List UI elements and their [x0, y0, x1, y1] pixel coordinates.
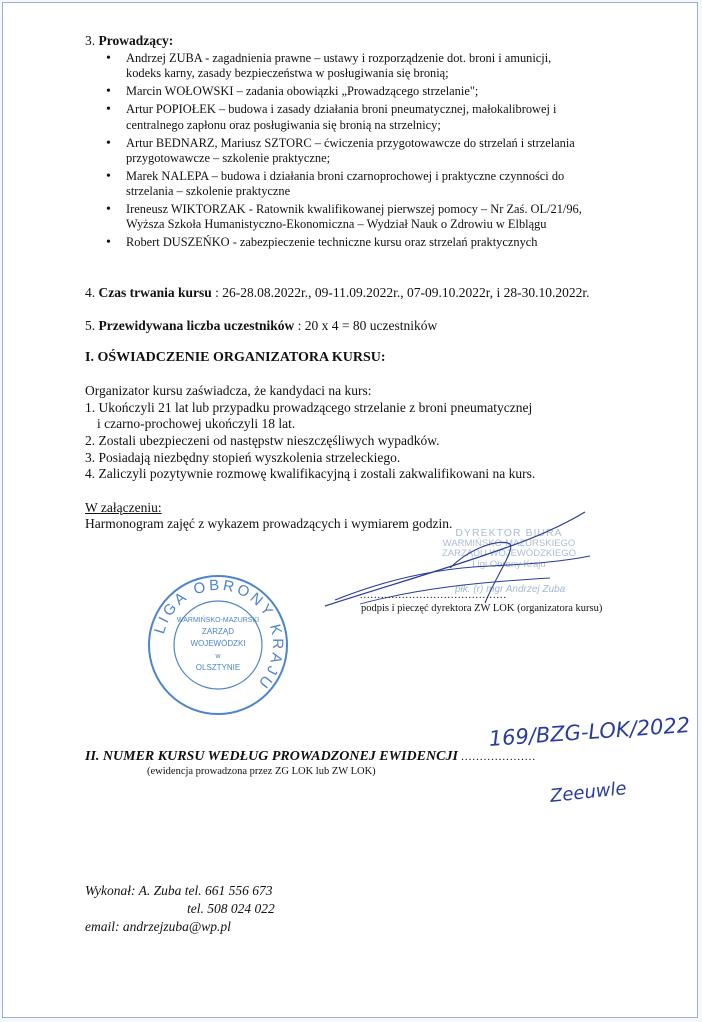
- instructors-list: [100, 51, 660, 253]
- section-3-number: 3.: [85, 33, 96, 48]
- round-stamp: [143, 570, 293, 720]
- attachments-label: W załączeniu:: [85, 500, 162, 515]
- section-4: 4. Czas trwania kursu : 26-28.08.2022r., 09-11.09.2022r., 07-09.10.2022r, i 28-30.10.2022r.: [85, 285, 590, 300]
- declaration-point-1a: 1. Ukończyli 21 lat lub przypadku prowadzącego strzelanie z broni pneumatycznej: [85, 400, 533, 415]
- list-item: • Robert DUSZEŃKO - zabezpieczenie techniczne kursu oraz strzelań praktycznych: [100, 235, 660, 250]
- list-item: • Artur BEDNARZ, Mariusz SZTORC – ćwiczenia przygotowawcze do strzelań i strzelania przygotowawcze – szkolenie praktyczne;: [100, 136, 660, 167]
- course-number-handwritten: 169/BZG-LOK/2022: [488, 712, 691, 751]
- footer-email: email: andrzejzuba@wp.pl: [85, 919, 231, 934]
- signature-dots: ..........................................: [360, 590, 507, 601]
- declaration-intro: Organizator kursu zaświadcza, że kandydaci na kurs:: [85, 383, 372, 398]
- list-item: • Marcin WOŁOWSKI – zadania obowiązki „Prowadzącego strzelanie";: [100, 84, 660, 99]
- footer-author: Wykonał: A. Zuba tel. 661 556 673: [85, 883, 273, 898]
- declaration-point-3: 3. Posiadają niezbędny stopień wyszkolenia strzeleckiego.: [85, 450, 401, 465]
- declaration-point-4: 4. Zaliczyli pozytywnie rozmowę kwalifikacyjną i zostali zakwalifikowani na kurs.: [85, 466, 536, 481]
- svg-text:ZARZĄD: ZARZĄD: [202, 627, 234, 636]
- footer-phone: tel. 508 024 022: [187, 901, 275, 916]
- list-item: • Andrzej ZUBA - zagadnienia prawne – ustawy i rozporządzenie dot. broni i amunicji, kodeks karny, zasady bezpieczeństwa w posługiwania się bronią;: [100, 51, 660, 82]
- declaration-point-1b: i czarno-prochowej ukończyli 18 lat.: [97, 416, 296, 431]
- declaration-heading: I. OŚWIADCZENIE ORGANIZATORA KURSU:: [85, 350, 386, 365]
- course-number-label: II. NUMER KURSU WEDŁUG PROWADZONEJ EWIDENCJI ....................: [85, 749, 537, 764]
- section-4-title: Czas trwania kursu: [98, 285, 212, 300]
- director-stamp: DYREKTOR BIURA WARMIŃSKO-MAZURSKIEGO ZARZĄDU WOJEWÓDZKIEGO Ligi Obrony Kraju: [441, 527, 577, 570]
- signature-caption: podpis i pieczęć dyrektora ZW LOK (organizatora kursu): [361, 603, 603, 614]
- svg-text:LIGA OBRONY KRAJU: LIGA OBRONY KRAJU: [151, 576, 287, 694]
- section-3-title: Prowadzący:: [98, 33, 174, 48]
- section-3-header: [85, 32, 173, 49]
- list-item: • Ireneusz WIKTORZAK - Ratownik kwalifikowanej pierwszej pomocy – Nr Zaś. OL/21/96, Wyższa Szkoła Humanistyczno-Ekonomiczna – Wydział Nauk o Zdrowiu w Elblągu: [100, 202, 660, 233]
- handwritten-initials: Zeeuwle: [549, 778, 628, 807]
- declaration-point-2: 2. Zostali ubezpieczeni od następstw nieszczęśliwych wypadków.: [85, 433, 440, 448]
- svg-text:WARMIŃSKO-MAZURSKI: WARMIŃSKO-MAZURSKI: [176, 617, 260, 624]
- svg-text:WOJEWÓDZKI: WOJEWÓDZKI: [190, 639, 246, 648]
- attachments-text: Harmonogram zajęć z wykazem prowadzących i wymiarem godzin.: [85, 516, 453, 531]
- svg-text:w: w: [215, 653, 221, 660]
- list-item: • Marek NALEPA – budowa i działania broni czarnoprochowej i praktyczne czynności do strzelania – szkolenie praktyczne: [100, 169, 660, 200]
- svg-text:OLSZTYNIE: OLSZTYNIE: [195, 663, 241, 672]
- course-number-note: (ewidencja prowadzona przez ZG LOK lub ZW LOK): [147, 766, 376, 777]
- section-5-title: Przewidywana liczba uczestników: [98, 318, 295, 333]
- section-5: 5. Przewidywana liczba uczestników : 20 x 4 = 80 uczestników: [85, 318, 438, 333]
- director-stamp-name: płk. (r) mgr Andrzej Zuba: [455, 584, 566, 595]
- course-duration: : 26-28.08.2022r., 09-11.09.2022r., 07-09.10.2022r, i 28-30.10.2022r.: [211, 285, 590, 300]
- participants-count: : 20 x 4 = 80 uczestników: [294, 318, 438, 333]
- list-item: • Artur POPIOŁEK – budowa i zasady działania broni pneumatycznej, małokalibrowej i centralnego zapłonu oraz posługiwania się bronią na strzelnicy;: [100, 102, 660, 133]
- director-signature: [300, 508, 603, 618]
